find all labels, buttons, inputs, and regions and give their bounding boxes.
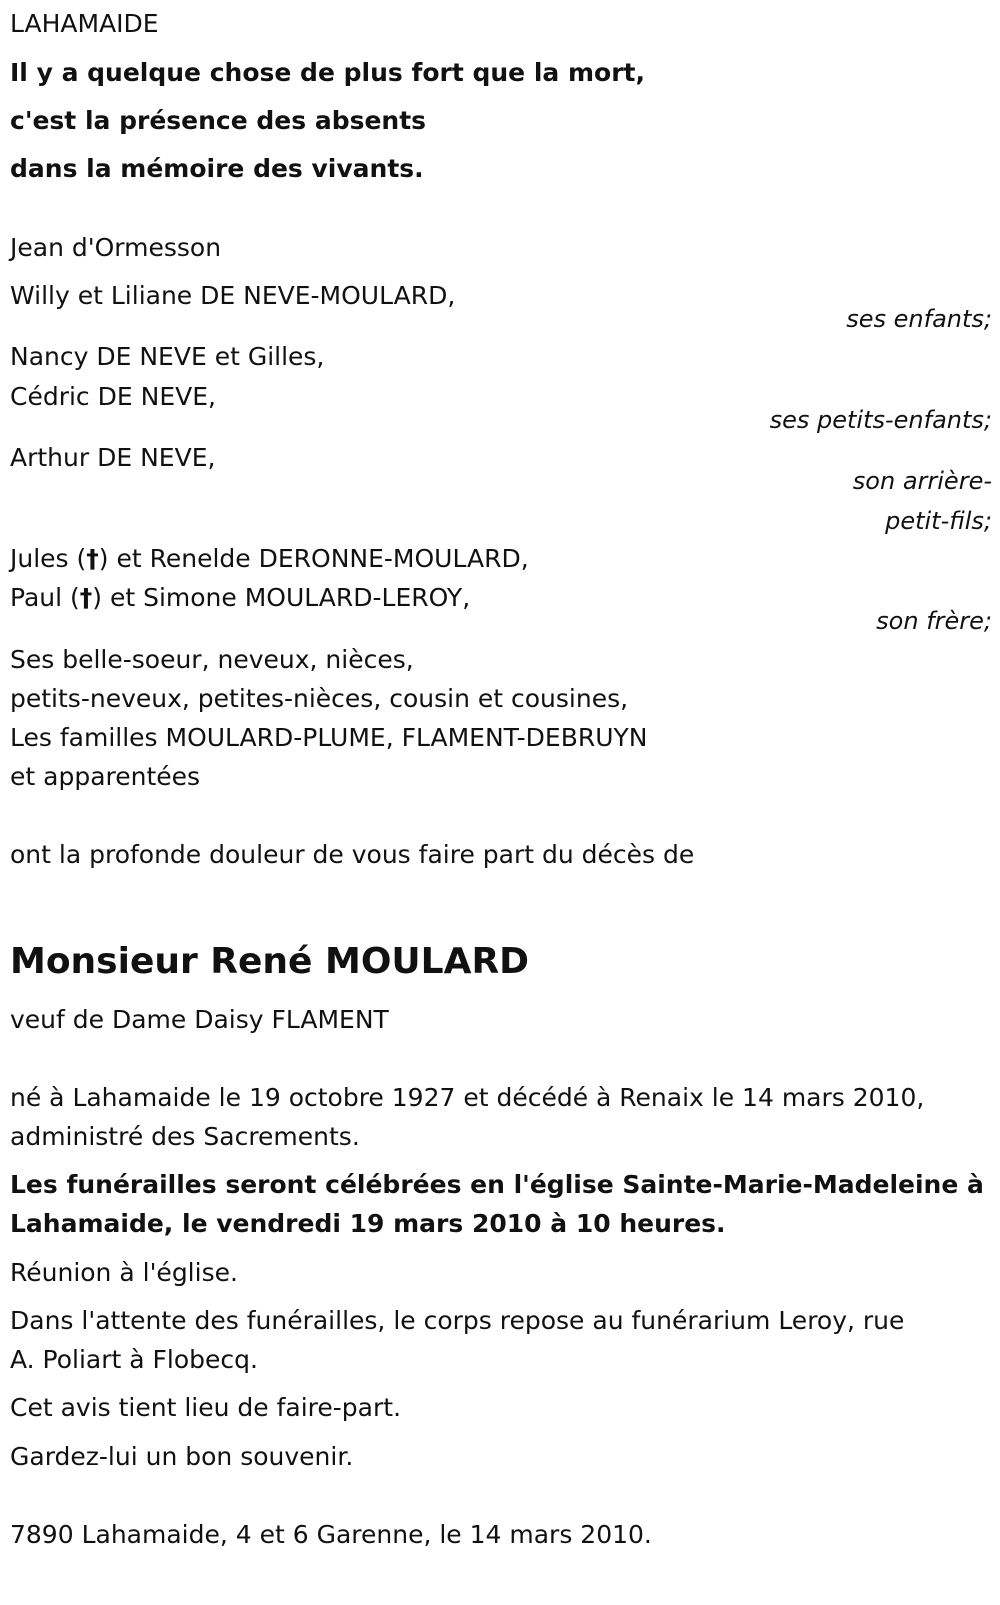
widower-text: veuf de Dame Daisy FLAMENT: [10, 1005, 389, 1034]
quote-line-3: dans la mémoire des vivants.: [10, 154, 424, 183]
grandchildren-role: ses petits-enfants;: [769, 406, 992, 434]
brother-1-spouse: ) et Renelde DERONNE-MOULARD,: [98, 544, 529, 573]
brother-line-1: [10, 544, 529, 574]
village-heading: LAHAMAIDE: [10, 9, 159, 38]
great-grandchild-name: Arthur DE NEVE,: [10, 443, 216, 472]
great-grandchild-role-line-2: petit-fils;: [885, 507, 992, 535]
grandchild-2: Cédric DE NEVE,: [10, 382, 216, 411]
brother-2-spouse: ) et Simone MOULARD-LEROY,: [92, 583, 471, 612]
funeral-line-1: Les funérailles seront célébrées en l'église Sainte-Marie-Madeleine à: [10, 1170, 984, 1199]
cross-icon: †: [79, 583, 93, 612]
deceased-name: Monsieur René MOULARD: [10, 941, 530, 982]
children-names: Willy et Liliane DE NEVE-MOULARD,: [10, 281, 456, 310]
address-line: 7890 Lahamaide, 4 et 6 Garenne, le 14 mars 2010.: [10, 1520, 652, 1549]
birth-death-line-2: administré des Sacrements.: [10, 1122, 360, 1151]
others-line-2: petits-neveux, petites-nièces, cousin et cousines,: [10, 684, 629, 713]
great-grandchild-role-line-1: son arrière-: [852, 467, 992, 495]
grandchild-1: Nancy DE NEVE et Gilles,: [10, 342, 325, 371]
children-role: ses enfants;: [846, 305, 992, 333]
cross-icon: †: [86, 544, 99, 573]
meeting-text: Réunion à l'église.: [10, 1258, 238, 1287]
repose-line-1: Dans l'attente des funérailles, le corps repose au funérarium Leroy, rue: [10, 1306, 905, 1335]
others-line-1: Ses belle-soeur, neveux, nièces,: [10, 645, 414, 674]
brother-2-name: Paul (: [10, 583, 80, 612]
repose-line-2: A. Poliart à Flobecq.: [10, 1345, 258, 1374]
birth-death-line-1: né à Lahamaide le 19 octobre 1927 et décédé à Renaix le 14 mars 2010,: [10, 1083, 925, 1112]
announcement-text: ont la profonde douleur de vous faire part du décès de: [10, 840, 695, 869]
brothers-role: son frère;: [876, 607, 992, 635]
brother-line-2: [10, 583, 470, 613]
quote-line-2: c'est la présence des absents: [10, 106, 427, 135]
remember-text: Gardez-lui un bon souvenir.: [10, 1442, 354, 1471]
brother-1-name: Jules (: [10, 544, 87, 573]
quote-line-1: Il y a quelque chose de plus fort que la mort,: [10, 58, 645, 87]
others-line-4: et apparentées: [10, 762, 201, 791]
funeral-line-2: Lahamaide, le vendredi 19 mars 2010 à 10 heures.: [10, 1209, 726, 1238]
notice-text: Cet avis tient lieu de faire-part.: [10, 1393, 402, 1422]
others-line-3: Les familles MOULARD-PLUME, FLAMENT-DEBRUYN: [10, 723, 648, 752]
quote-author: Jean d'Ormesson: [10, 233, 222, 262]
